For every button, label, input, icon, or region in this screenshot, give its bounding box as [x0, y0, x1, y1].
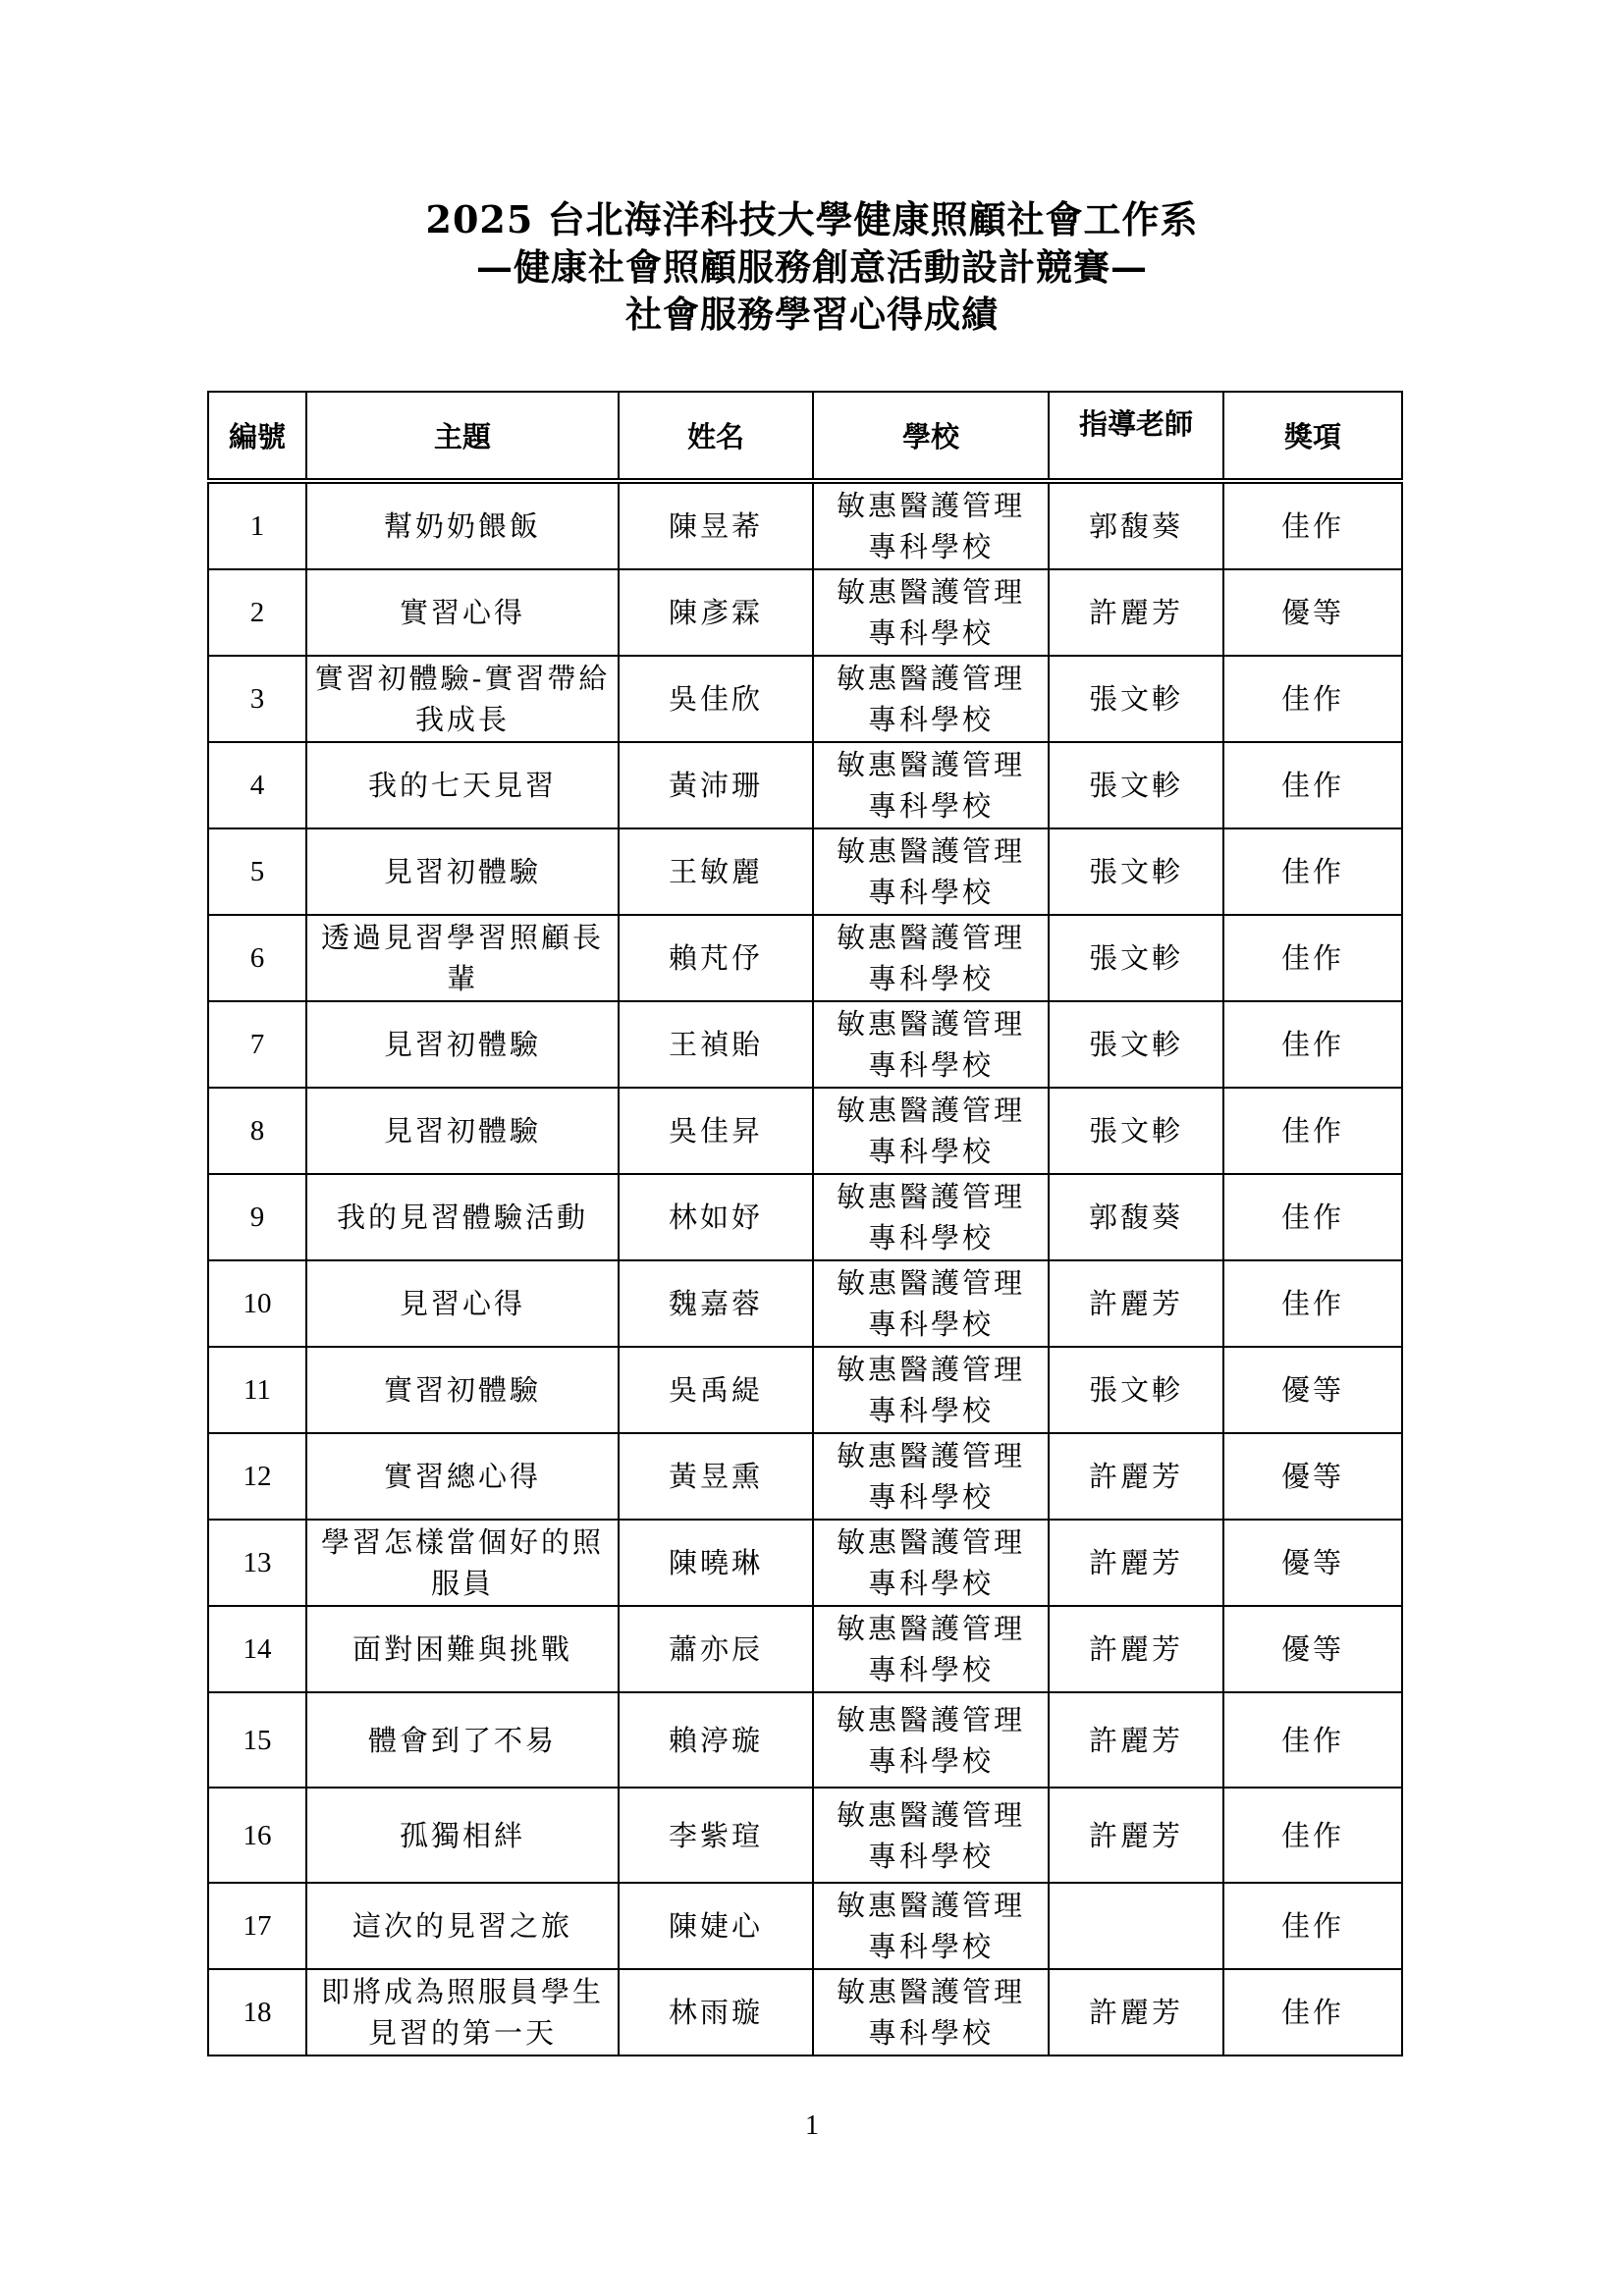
school-line-2: 專科學校 — [867, 1221, 994, 1255]
table-row — [208, 1088, 1402, 1174]
cell-school — [813, 1788, 1049, 1883]
header-school: 學校 — [813, 392, 1049, 481]
cell-advisor: 許麗芳 — [1049, 1788, 1223, 1883]
school-line-2: 專科學校 — [867, 1839, 994, 1873]
header-number: 編號 — [208, 392, 306, 481]
cell-advisor: 張文軫 — [1049, 1001, 1223, 1088]
cell-name: 陳彥霖 — [619, 569, 813, 656]
cell-topic: 面對困難與挑戰 — [306, 1606, 619, 1692]
cell-number: 2 — [208, 569, 306, 656]
cell-advisor: 許麗芳 — [1049, 1433, 1223, 1520]
cell-school — [813, 656, 1049, 742]
table-row — [208, 828, 1402, 915]
school-line-1: 敏惠醫護管理 — [836, 1889, 1025, 1922]
cell-name: 林如妤 — [619, 1174, 813, 1260]
cell-award: 優等 — [1223, 1606, 1402, 1692]
school-line-1: 敏惠醫護管理 — [836, 1094, 1025, 1127]
cell-number: 6 — [208, 915, 306, 1001]
cell-award: 優等 — [1223, 1347, 1402, 1433]
cell-number: 3 — [208, 656, 306, 742]
cell-topic: 這次的見習之旅 — [306, 1883, 619, 1969]
school-line-1: 敏惠醫護管理 — [836, 1702, 1025, 1736]
cell-advisor: 許麗芳 — [1049, 1692, 1223, 1788]
table-row — [208, 1260, 1402, 1347]
cell-number: 7 — [208, 1001, 306, 1088]
cell-advisor: 張文軫 — [1049, 1088, 1223, 1174]
cell-award: 佳作 — [1223, 1788, 1402, 1883]
cell-topic: 見習心得 — [306, 1260, 619, 1347]
school-line-1: 敏惠醫護管理 — [836, 489, 1025, 522]
school-line-2: 專科學校 — [867, 1394, 994, 1427]
cell-name: 吳禹緹 — [619, 1347, 813, 1433]
cell-advisor: 許麗芳 — [1049, 1606, 1223, 1692]
cell-advisor: 許麗芳 — [1049, 1520, 1223, 1606]
cell-topic: 即將成為照服員學生見習的第一天 — [306, 1969, 619, 2056]
cell-award: 佳作 — [1223, 828, 1402, 915]
table-row — [208, 656, 1402, 742]
cell-topic: 實習初體驗-實習帶給我成長 — [306, 656, 619, 742]
page-number: 1 — [805, 2110, 819, 2141]
cell-topic: 見習初體驗 — [306, 1001, 619, 1088]
school-line-1: 敏惠醫護管理 — [836, 921, 1025, 954]
cell-school — [813, 1174, 1049, 1260]
school-line-2: 專科學校 — [867, 1308, 994, 1341]
table-header-row — [208, 392, 1402, 481]
cell-name: 陳曉琳 — [619, 1520, 813, 1606]
cell-award: 佳作 — [1223, 742, 1402, 828]
cell-number: 10 — [208, 1260, 306, 1347]
table-row — [208, 1692, 1402, 1788]
school-line-2: 專科學校 — [867, 1048, 994, 1082]
cell-award: 佳作 — [1223, 1969, 1402, 2056]
cell-award: 佳作 — [1223, 1001, 1402, 1088]
cell-number: 18 — [208, 1969, 306, 2056]
table-row — [208, 569, 1402, 656]
school-line-2: 專科學校 — [867, 2016, 994, 2050]
cell-topic: 實習心得 — [306, 569, 619, 656]
school-line-2: 專科學校 — [867, 1135, 994, 1168]
school-line-2: 專科學校 — [867, 530, 994, 563]
school-line-1: 敏惠醫護管理 — [836, 834, 1025, 868]
cell-award: 佳作 — [1223, 656, 1402, 742]
school-line-2: 專科學校 — [867, 703, 994, 736]
school-line-2: 專科學校 — [867, 1653, 994, 1686]
school-line-2: 專科學校 — [867, 1480, 994, 1514]
header-advisor: 指導老師 — [1049, 392, 1223, 481]
school-line-2: 專科學校 — [867, 876, 994, 909]
cell-number: 13 — [208, 1520, 306, 1606]
cell-number: 9 — [208, 1174, 306, 1260]
cell-name: 黃沛珊 — [619, 742, 813, 828]
table-row — [208, 1001, 1402, 1088]
cell-school — [813, 1433, 1049, 1520]
title-line-2: —健康社會照顧服務創意活動設計競賽— — [476, 245, 1148, 289]
cell-topic: 我的見習體驗活動 — [306, 1174, 619, 1260]
cell-topic: 孤獨相絆 — [306, 1788, 619, 1883]
school-line-2: 專科學校 — [867, 1930, 994, 1963]
school-line-1: 敏惠醫護管理 — [836, 575, 1025, 609]
school-line-1: 敏惠醫護管理 — [836, 1797, 1025, 1832]
cell-topic: 幫奶奶餵飯 — [306, 481, 619, 569]
school-line-1: 敏惠醫護管理 — [836, 1180, 1025, 1213]
title-line-3: 社會服務學習心得成績 — [625, 293, 999, 336]
cell-advisor — [1049, 1883, 1223, 1969]
table-row — [208, 742, 1402, 828]
table-row — [208, 1347, 1402, 1433]
cell-number: 14 — [208, 1606, 306, 1692]
table-row — [208, 915, 1402, 1001]
cell-name: 賴芃伃 — [619, 915, 813, 1001]
cell-award: 佳作 — [1223, 481, 1402, 569]
cell-award: 佳作 — [1223, 1883, 1402, 1969]
school-line-1: 敏惠醫護管理 — [836, 1007, 1025, 1041]
cell-number: 12 — [208, 1433, 306, 1520]
cell-advisor: 張文軫 — [1049, 915, 1223, 1001]
cell-school — [813, 1692, 1049, 1788]
school-line-1: 敏惠醫護管理 — [836, 1353, 1025, 1386]
cell-award: 優等 — [1223, 569, 1402, 656]
cell-name: 陳昱莃 — [619, 481, 813, 569]
cell-number: 4 — [208, 742, 306, 828]
school-line-1: 敏惠醫護管理 — [836, 1525, 1025, 1559]
cell-advisor: 張文軫 — [1049, 1347, 1223, 1433]
table-row — [208, 481, 1402, 569]
school-line-2: 專科學校 — [867, 1567, 994, 1600]
cell-topic: 實習總心得 — [306, 1433, 619, 1520]
results-table — [207, 391, 1403, 2056]
table-row — [208, 1969, 1402, 2056]
cell-topic: 學習怎樣當個好的照服員 — [306, 1520, 619, 1606]
table-row — [208, 1883, 1402, 1969]
cell-award: 佳作 — [1223, 1260, 1402, 1347]
cell-school — [813, 1969, 1049, 2056]
cell-name: 魏嘉蓉 — [619, 1260, 813, 1347]
cell-number: 11 — [208, 1347, 306, 1433]
cell-number: 15 — [208, 1692, 306, 1788]
cell-award: 佳作 — [1223, 915, 1402, 1001]
cell-award: 佳作 — [1223, 1692, 1402, 1788]
cell-school — [813, 1260, 1049, 1347]
title-line-1: 2025 台北海洋科技大學健康照顧社會工作系 — [425, 197, 1199, 241]
cell-school — [813, 481, 1049, 569]
cell-topic: 我的七天見習 — [306, 742, 619, 828]
cell-school — [813, 915, 1049, 1001]
table-row — [208, 1788, 1402, 1883]
table-row — [208, 1606, 1402, 1692]
cell-topic: 見習初體驗 — [306, 828, 619, 915]
cell-name: 陳婕心 — [619, 1883, 813, 1969]
cell-advisor: 郭馥葵 — [1049, 1174, 1223, 1260]
cell-advisor: 許麗芳 — [1049, 1260, 1223, 1347]
cell-number: 5 — [208, 828, 306, 915]
cell-name: 吳佳欣 — [619, 656, 813, 742]
cell-name: 蕭亦辰 — [619, 1606, 813, 1692]
school-line-2: 專科學校 — [867, 1743, 994, 1778]
cell-school — [813, 742, 1049, 828]
school-line-1: 敏惠醫護管理 — [836, 662, 1025, 695]
cell-number: 8 — [208, 1088, 306, 1174]
cell-name: 王敏麗 — [619, 828, 813, 915]
table-row — [208, 1174, 1402, 1260]
header-award: 獎項 — [1223, 392, 1402, 481]
cell-award: 佳作 — [1223, 1088, 1402, 1174]
cell-name: 黃昱熏 — [619, 1433, 813, 1520]
header-name: 姓名 — [619, 392, 813, 481]
cell-number: 16 — [208, 1788, 306, 1883]
cell-advisor: 許麗芳 — [1049, 1969, 1223, 2056]
cell-school — [813, 1883, 1049, 1969]
cell-advisor: 張文軫 — [1049, 742, 1223, 828]
school-line-1: 敏惠醫護管理 — [836, 748, 1025, 781]
cell-topic: 體會到了不易 — [306, 1692, 619, 1788]
table-body — [208, 481, 1402, 2056]
school-line-1: 敏惠醫護管理 — [836, 1266, 1025, 1300]
header-topic: 主題 — [306, 392, 619, 481]
cell-school — [813, 1347, 1049, 1433]
cell-advisor: 張文軫 — [1049, 656, 1223, 742]
cell-topic: 透過見習學習照顧長輩 — [306, 915, 619, 1001]
cell-school — [813, 828, 1049, 915]
cell-award: 優等 — [1223, 1520, 1402, 1606]
school-line-2: 專科學校 — [867, 616, 994, 650]
cell-name: 李紫瑄 — [619, 1788, 813, 1883]
cell-name: 吳佳昇 — [619, 1088, 813, 1174]
cell-school — [813, 1606, 1049, 1692]
cell-name: 王禎貽 — [619, 1001, 813, 1088]
cell-topic: 實習初體驗 — [306, 1347, 619, 1433]
school-line-2: 專科學校 — [867, 962, 994, 995]
cell-school — [813, 1088, 1049, 1174]
school-line-1: 敏惠醫護管理 — [836, 1975, 1025, 2008]
table-row — [208, 1520, 1402, 1606]
cell-school — [813, 1001, 1049, 1088]
cell-topic: 見習初體驗 — [306, 1088, 619, 1174]
school-line-1: 敏惠醫護管理 — [836, 1439, 1025, 1472]
cell-advisor: 郭馥葵 — [1049, 481, 1223, 569]
cell-number: 1 — [208, 481, 306, 569]
cell-school — [813, 1520, 1049, 1606]
cell-advisor: 許麗芳 — [1049, 569, 1223, 656]
cell-name: 林雨璇 — [619, 1969, 813, 2056]
table-row — [208, 1433, 1402, 1520]
cell-number: 17 — [208, 1883, 306, 1969]
school-line-1: 敏惠醫護管理 — [836, 1612, 1025, 1645]
cell-award: 佳作 — [1223, 1174, 1402, 1260]
document-title — [0, 196, 1624, 338]
cell-name: 賴渟璇 — [619, 1692, 813, 1788]
cell-advisor: 張文軫 — [1049, 828, 1223, 915]
cell-award: 優等 — [1223, 1433, 1402, 1520]
school-line-2: 專科學校 — [867, 789, 994, 823]
cell-school — [813, 569, 1049, 656]
